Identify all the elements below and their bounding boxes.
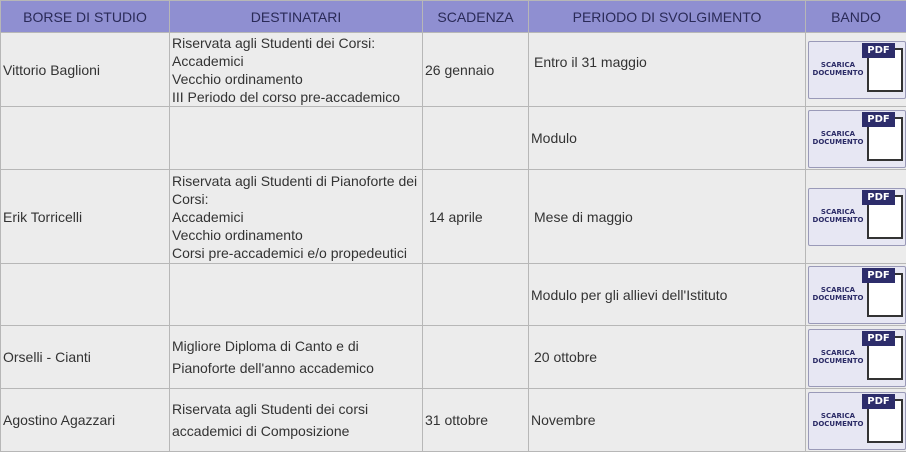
table-row xyxy=(1,33,906,107)
pdf-button-label: SCARICA DOCUMENTO xyxy=(812,129,864,146)
scadenza-cell xyxy=(423,326,529,389)
destinatari-line: accademici di Composizione xyxy=(172,423,350,439)
pdf-tag-icon: PDF xyxy=(862,112,895,127)
borsa-cell xyxy=(1,264,170,326)
pdf-button-label: SCARICA DOCUMENTO xyxy=(812,61,864,77)
header-destinatari: DESTINATARI xyxy=(170,1,423,33)
download-pdf-button[interactable] xyxy=(808,110,906,168)
destinatari-cell xyxy=(170,170,423,264)
destinatari-cell xyxy=(170,107,423,170)
periodo-cell: Modulo per gli allievi dell'Istituto xyxy=(529,264,806,326)
table-header-row xyxy=(1,1,906,33)
header-bando: BANDO xyxy=(806,1,906,33)
pdf-button-label: SCARICA DOCUMENTO xyxy=(812,348,864,365)
header-borse: BORSE DI STUDIO xyxy=(1,1,170,33)
borsa-cell xyxy=(1,107,170,170)
table-row xyxy=(1,170,906,264)
table-row xyxy=(1,107,906,170)
destinatari-line: Riservata agli Studenti di Pianoforte dei xyxy=(172,172,418,189)
header-periodo: PERIODO DI SVOLGIMENTO xyxy=(529,1,806,33)
table-row xyxy=(1,264,906,326)
bando-cell xyxy=(806,389,906,452)
destinatari-line: Accademici xyxy=(172,52,244,69)
borsa-cell: Orselli - Cianti xyxy=(1,326,170,389)
pdf-tag-icon: PDF xyxy=(862,394,895,409)
destinatari-line: Riservata agli Studenti dei Corsi: xyxy=(172,34,376,51)
download-pdf-button[interactable] xyxy=(808,329,906,387)
download-pdf-button[interactable] xyxy=(808,392,906,450)
bando-cell xyxy=(806,264,906,326)
destinatari-cell xyxy=(170,264,423,326)
scadenza-cell: 26 gennaio xyxy=(423,33,529,107)
pdf-tag-icon: PDF xyxy=(862,331,895,346)
header-scadenza: SCADENZA xyxy=(423,1,529,33)
periodo-cell: Entro il 31 maggio xyxy=(529,33,806,107)
scadenza-cell: 31 ottobre xyxy=(423,389,529,452)
scadenza-cell xyxy=(423,264,529,326)
destinatari-line: Migliore Diploma di Canto e di xyxy=(172,338,359,354)
pdf-tag-icon: PDF xyxy=(862,43,895,58)
bando-cell xyxy=(806,326,906,389)
destinatari-cell xyxy=(170,389,423,452)
pdf-tag-icon: PDF xyxy=(862,268,895,283)
scadenza-cell: 14 aprile xyxy=(423,170,529,264)
destinatari-line: III Periodo del corso pre-accademico xyxy=(172,88,400,105)
destinatari-line: Vecchio ordinamento xyxy=(172,70,303,87)
borsa-cell: Erik Torricelli xyxy=(1,170,170,264)
periodo-cell: Mese di maggio xyxy=(529,170,806,264)
bando-cell xyxy=(806,170,906,264)
destinatari-line: Corsi: xyxy=(172,190,209,207)
table-row xyxy=(1,326,906,389)
borsa-cell: Vittorio Baglioni xyxy=(1,33,170,107)
periodo-cell: 20 ottobre xyxy=(529,326,806,389)
borsa-cell: Agostino Agazzari xyxy=(1,389,170,452)
destinatari-cell xyxy=(170,326,423,389)
destinatari-line: Accademici xyxy=(172,208,244,225)
destinatari-line: Vecchio ordinamento xyxy=(172,226,303,243)
download-pdf-button[interactable] xyxy=(808,188,906,246)
table-row xyxy=(1,389,906,452)
bando-cell xyxy=(806,107,906,170)
bando-cell xyxy=(806,33,906,107)
pdf-tag-icon: PDF xyxy=(862,190,895,205)
destinatari-line: Corsi pre-accademici e/o propedeutici xyxy=(172,244,407,261)
scadenza-cell xyxy=(423,107,529,170)
destinatari-line: Riservata agli Studenti dei corsi xyxy=(172,401,369,417)
pdf-button-label: SCARICA DOCUMENTO xyxy=(812,208,864,224)
pdf-button-label: SCARICA DOCUMENTO xyxy=(812,286,864,302)
pdf-button-label: SCARICA DOCUMENTO xyxy=(812,411,864,428)
download-pdf-button[interactable] xyxy=(808,266,906,324)
destinatari-line: Pianoforte dell'anno accademico xyxy=(172,360,374,376)
destinatari-cell xyxy=(170,33,423,107)
download-pdf-button[interactable] xyxy=(808,41,906,99)
periodo-cell: Modulo xyxy=(529,107,806,170)
periodo-cell: Novembre xyxy=(529,389,806,452)
